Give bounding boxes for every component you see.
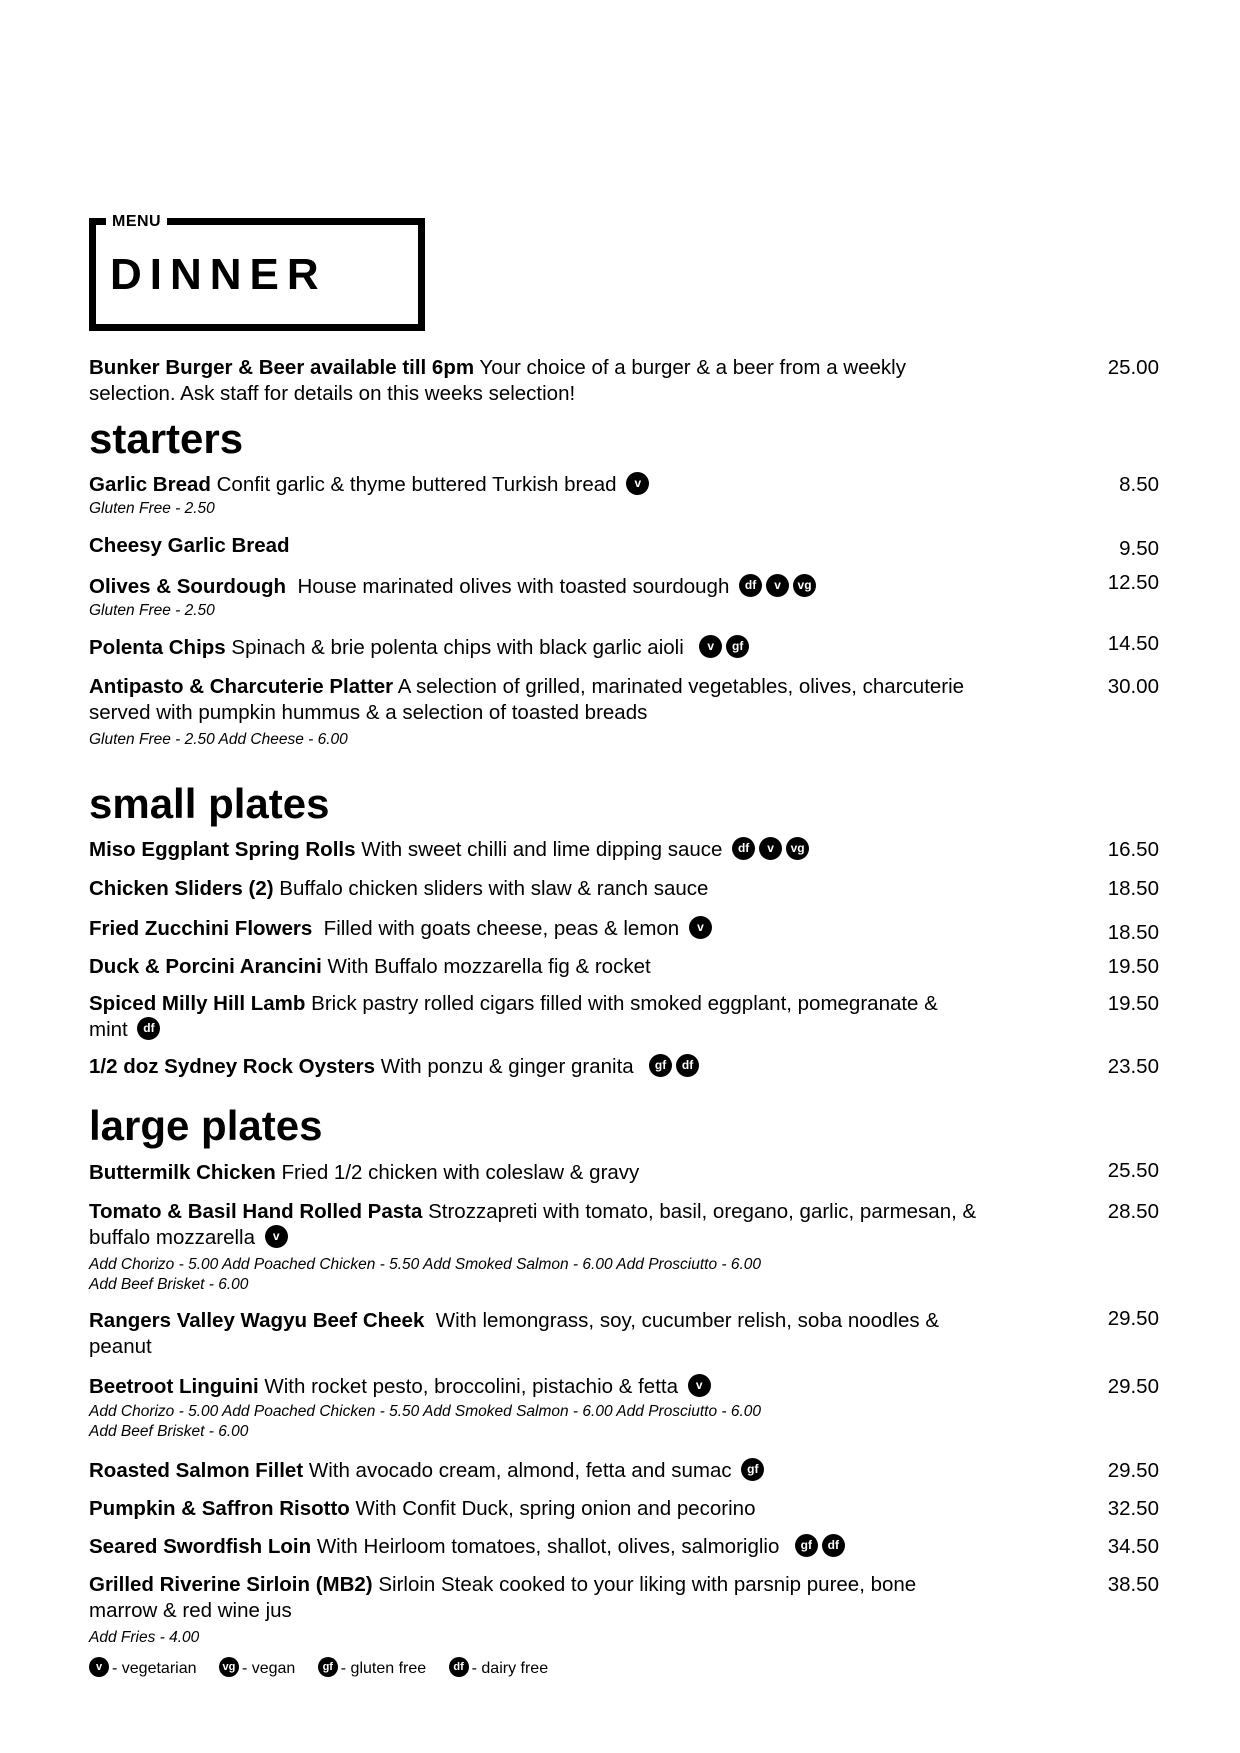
gluten-free-icon: gf: [318, 1657, 338, 1677]
menu-item: [89, 571, 1159, 621]
legend-label: - dairy free: [471, 1660, 549, 1677]
menu-item: [89, 1199, 1159, 1295]
item-price: 34.50: [1107, 1535, 1159, 1558]
item-price: 28.50: [1107, 1200, 1159, 1223]
menu-item: [89, 876, 1159, 902]
page-title: DINNER: [110, 250, 327, 299]
item-name: Tomato & Basil Hand Rolled Pasta: [89, 1200, 423, 1223]
vegan-icon: vg: [786, 837, 809, 860]
item-price: 25.50: [1107, 1159, 1159, 1182]
vegetarian-icon: v: [89, 1657, 109, 1677]
item-price: 32.50: [1107, 1497, 1159, 1520]
dairy-free-icon: df: [676, 1054, 699, 1077]
item-name: Grilled Riverine Sirloin (MB2): [89, 1573, 373, 1596]
item-name: Roasted Salmon Fillet: [89, 1459, 304, 1482]
menu-item: [89, 1374, 1159, 1442]
vegetarian-icon: v: [766, 574, 789, 597]
item-name: Chicken Sliders (2): [89, 877, 274, 900]
item-desc: With Buffalo mozzarella fig & rocket: [327, 955, 651, 978]
promo-price: 25.00: [1107, 356, 1159, 379]
item-desc: Brick pastry rolled cigars filled with smoked eggplant, pomegranate & mint: [89, 992, 938, 1041]
item-price: 14.50: [1107, 632, 1159, 655]
menu-item: [89, 1534, 1159, 1560]
item-price: 38.50: [1107, 1573, 1159, 1596]
item-price: 19.50: [1107, 955, 1159, 978]
item-price: 30.00: [1107, 675, 1159, 698]
item-name: Olives & Sourdough: [89, 575, 287, 598]
vegetarian-icon: v: [688, 1374, 711, 1397]
item-price: 18.50: [1107, 921, 1159, 944]
item-name: Spiced Milly Hill Lamb: [89, 992, 306, 1015]
item-note: Gluten Free - 2.50: [89, 500, 215, 517]
item-desc: Fried 1/2 chicken with coleslaw & gravy: [281, 1161, 640, 1184]
item-price: 29.50: [1107, 1307, 1159, 1330]
item-name: Fried Zucchini Flowers: [89, 917, 313, 940]
item-desc: With Heirloom tomatoes, shallot, olives, salmoriglio: [316, 1535, 780, 1558]
section-title-starters: starters: [89, 415, 244, 462]
item-price: 9.50: [1119, 537, 1159, 560]
item-name: 1/2 doz Sydney Rock Oysters: [89, 1055, 375, 1078]
item-price: 29.50: [1107, 1375, 1159, 1398]
item-desc: With rocket pesto, broccolini, pistachio & fetta: [264, 1375, 678, 1398]
menu-item: [89, 1458, 1159, 1484]
item-price: 8.50: [1119, 473, 1159, 496]
item-note: Add Beef Brisket - 6.00: [89, 1423, 249, 1440]
menu-item: [89, 533, 1159, 559]
menu-item: [89, 954, 1159, 980]
menu-item: [89, 674, 1159, 750]
menu-item: [89, 916, 1159, 942]
item-desc: Spinach & brie polenta chips with black garlic aioli: [231, 636, 684, 659]
item-note: Gluten Free - 2.50 Add Cheese - 6.00: [89, 731, 348, 748]
section-title-small-plates: small plates: [89, 780, 330, 827]
item-name: Buttermilk Chicken: [89, 1161, 276, 1184]
legend-label: - gluten free: [340, 1660, 427, 1677]
vegetarian-icon: v: [626, 472, 649, 495]
menu-item: [89, 991, 1159, 1043]
dairy-free-icon: df: [739, 574, 762, 597]
item-note: Gluten Free - 2.50: [89, 602, 215, 619]
promo-desc: Your choice of a burger & a beer from a weekly selection. Ask staff for details on this weeks selection!: [89, 356, 906, 405]
dairy-free-icon: df: [732, 837, 755, 860]
gluten-free-icon: gf: [741, 1458, 764, 1481]
menu-item: [89, 472, 1159, 519]
item-price: 29.50: [1107, 1459, 1159, 1482]
menu-item: [89, 1308, 1159, 1360]
item-price: 18.50: [1107, 877, 1159, 900]
dairy-free-icon: df: [137, 1017, 160, 1040]
item-name: Rangers Valley Wagyu Beef Cheek: [89, 1309, 425, 1332]
menu-label: MENU: [106, 213, 167, 231]
gluten-free-icon: gf: [726, 635, 749, 658]
dietary-legend: [89, 1657, 566, 1681]
vegetarian-icon: v: [699, 635, 722, 658]
item-desc: Sirloin Steak cooked to your liking with parsnip puree, bone marrow & red wine jus: [89, 1573, 917, 1622]
vegetarian-icon: v: [759, 837, 782, 860]
item-name: Polenta Chips: [89, 636, 226, 659]
item-name: Miso Eggplant Spring Rolls: [89, 838, 356, 861]
menu-item: [89, 632, 1159, 661]
item-name: Pumpkin & Saffron Risotto: [89, 1497, 350, 1520]
item-price: 12.50: [1107, 571, 1159, 594]
gluten-free-icon: gf: [795, 1534, 818, 1557]
gluten-free-icon: gf: [649, 1054, 672, 1077]
item-name: Cheesy Garlic Bread: [89, 534, 290, 557]
item-desc: A selection of grilled, marinated vegetables, olives, charcuterie served with pumpkin hummus & a selection of toasted breads: [89, 675, 965, 724]
menu-page: [89, 0, 1159, 1753]
vegetarian-icon: v: [689, 916, 712, 939]
item-name: Duck & Porcini Arancini: [89, 955, 322, 978]
section-title-large-plates: large plates: [89, 1102, 323, 1149]
item-name: Garlic Bread: [89, 473, 211, 496]
item-name: Beetroot Linguini: [89, 1375, 259, 1398]
vegan-icon: vg: [793, 574, 816, 597]
item-price: 23.50: [1107, 1055, 1159, 1078]
promo-item: [89, 355, 1159, 407]
item-desc: Buffalo chicken sliders with slaw & ranch sauce: [279, 877, 709, 900]
item-price: 16.50: [1107, 838, 1159, 861]
menu-header-box: [89, 213, 425, 331]
item-note: Add Fries - 4.00: [89, 1629, 200, 1646]
item-note: Add Beef Brisket - 6.00: [89, 1276, 249, 1293]
item-price: 19.50: [1107, 992, 1159, 1015]
item-desc: With avocado cream, almond, fetta and sumac: [308, 1459, 732, 1482]
menu-item: [89, 1572, 1159, 1648]
item-name: Seared Swordfish Loin: [89, 1535, 312, 1558]
menu-item: [89, 1054, 1159, 1080]
menu-item: [89, 1496, 1159, 1522]
vegetarian-icon: v: [265, 1225, 288, 1248]
item-desc: With ponzu & ginger granita: [380, 1055, 634, 1078]
vegan-icon: vg: [219, 1657, 239, 1677]
menu-item: [89, 1160, 1159, 1186]
item-desc: House marinated olives with toasted sourdough: [297, 575, 730, 598]
item-desc: Filled with goats cheese, peas & lemon: [323, 917, 680, 940]
dairy-free-icon: df: [822, 1534, 845, 1557]
item-desc: Strozzapreti with tomato, basil, oregano, garlic, parmesan, & buffalo mozzarella: [89, 1200, 977, 1249]
legend-label: - vegan: [241, 1660, 296, 1677]
item-desc: Confit garlic & thyme buttered Turkish bread: [216, 473, 617, 496]
item-note: Add Chorizo - 5.00 Add Poached Chicken - 5.50 Add Smoked Salmon - 6.00 Add Prosciutto - 6.00: [89, 1403, 762, 1420]
promo-name: Bunker Burger & Beer available till 6pm: [89, 356, 475, 379]
item-note: Add Chorizo - 5.00 Add Poached Chicken - 5.50 Add Smoked Salmon - 6.00 Add Prosciutto - 6.00: [89, 1256, 762, 1273]
item-desc: With sweet chilli and lime dipping sauce: [361, 838, 723, 861]
item-name: Antipasto & Charcuterie Platter: [89, 675, 394, 698]
dairy-free-icon: df: [449, 1657, 469, 1677]
item-desc: With Confit Duck, spring onion and pecorino: [355, 1497, 756, 1520]
menu-item: [89, 837, 1159, 863]
legend-label: - vegetarian: [112, 1660, 197, 1677]
item-desc: With lemongrass, soy, cucumber relish, soba noodles & peanut: [89, 1309, 939, 1358]
